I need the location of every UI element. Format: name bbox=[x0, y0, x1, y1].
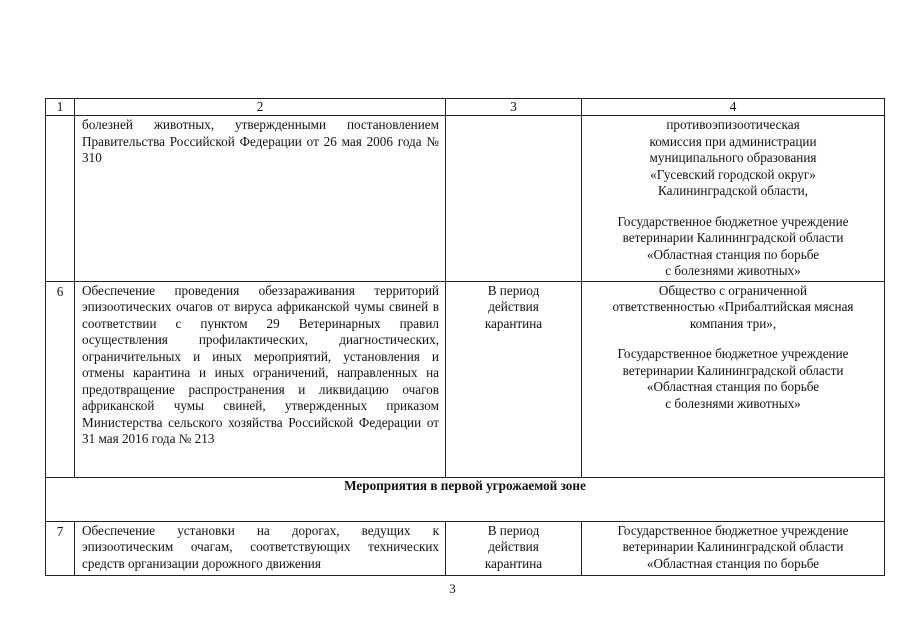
measure-text-cell: Обеспечение установки на дорогах, ведущих к эпизоотическим очагам, соответствующих технических средств организации дорожного движения bbox=[75, 521, 446, 575]
responsible-line: ветеринарии Калининградской области bbox=[622, 539, 844, 554]
spacer bbox=[586, 332, 880, 346]
measure-text-cell: болезней животных, утвержденными постановлением Правительства Российской Федерации от 26 мая 2006 года № 310 bbox=[75, 116, 446, 282]
header-col-1: 1 bbox=[46, 99, 75, 116]
spacer bbox=[586, 200, 880, 214]
period-line: действия bbox=[488, 299, 539, 314]
measures-table bbox=[45, 98, 885, 576]
responsible-line: Калининградской области, bbox=[658, 183, 808, 198]
period-line: В период bbox=[487, 282, 540, 298]
responsible-cell bbox=[582, 521, 885, 575]
period-cell bbox=[446, 116, 582, 282]
measure-text-cell: Обеспечение проведения обеззараживания территорий эпизоотических очагов от вируса африканской чумы свиней в соответствии с пунктом 29 Ветеринарных правил осуществления профилактических, диагностических, ограничительных и иных мероприятий, установления и отмены карантина и иных ограничений, направленных на предотвращение распространения и ликвидацию очагов африканской чумы свиней, утвержденных приказом Министерства сельского хозяйства Российской Федерации от 31 мая 2016 года № 213 bbox=[75, 281, 446, 477]
responsible-line: «Областная станция по борьбе bbox=[646, 555, 820, 571]
responsible-line: с болезнями животных» bbox=[665, 395, 801, 411]
header-col-3: 3 bbox=[446, 99, 582, 116]
responsible-line: компания три», bbox=[689, 315, 777, 331]
page-number: 3 bbox=[449, 581, 456, 596]
responsible-line: «Гусевский городской округ» bbox=[650, 166, 816, 182]
responsible-line: Государственное бюджетное учреждение bbox=[617, 522, 849, 538]
row-number-cell: 7 bbox=[46, 521, 75, 575]
row-number-cell bbox=[46, 116, 75, 282]
period-line: действия bbox=[488, 539, 539, 554]
responsible-line: ветеринарии Калининградской области bbox=[622, 230, 844, 245]
period-cell bbox=[446, 281, 582, 477]
period-line: карантина bbox=[484, 555, 543, 571]
period-line: карантина bbox=[484, 315, 543, 331]
responsible-cell bbox=[582, 116, 885, 282]
responsible-line: «Областная станция по борьбе bbox=[646, 246, 820, 262]
responsible-line: ответственностью «Прибалтийская мясная bbox=[612, 299, 854, 314]
period-cell bbox=[446, 521, 582, 575]
responsible-cell bbox=[582, 281, 885, 477]
responsible-line: с болезнями животных» bbox=[665, 263, 801, 278]
header-col-2: 2 bbox=[75, 99, 446, 116]
section-heading-row bbox=[46, 477, 885, 521]
section-title: Мероприятия в первой угрожаемой зоне bbox=[46, 477, 885, 521]
table-row bbox=[46, 116, 885, 282]
row-number-cell: 6 bbox=[46, 281, 75, 477]
responsible-line: муниципального образования bbox=[649, 150, 817, 165]
responsible-line: Общество с ограниченной bbox=[658, 282, 808, 298]
responsible-line: комиссия при администрации bbox=[649, 133, 817, 149]
responsible-line: «Областная станция по борьбе bbox=[646, 379, 820, 394]
table-header-row bbox=[46, 99, 885, 116]
table-row bbox=[46, 281, 885, 477]
responsible-line: Государственное бюджетное учреждение bbox=[617, 213, 849, 229]
responsible-line: противоэпизоотическая bbox=[666, 117, 800, 132]
period-line: В период bbox=[487, 522, 540, 538]
responsible-line: ветеринарии Калининградской области bbox=[622, 362, 844, 378]
responsible-line: Государственное бюджетное учреждение bbox=[617, 346, 849, 361]
header-col-4: 4 bbox=[582, 99, 885, 116]
table-row bbox=[46, 521, 885, 575]
